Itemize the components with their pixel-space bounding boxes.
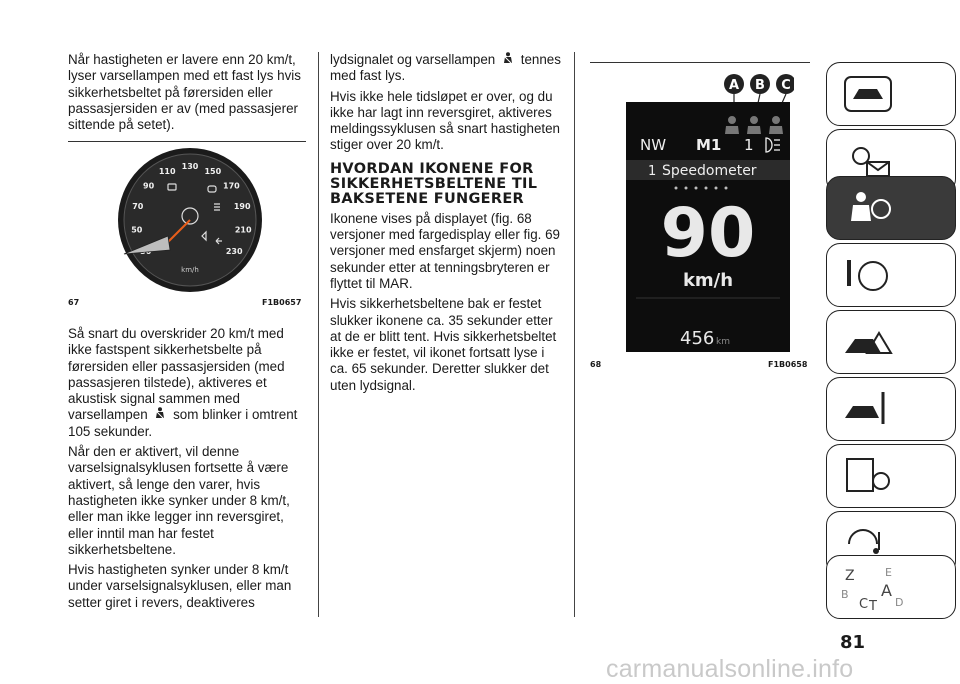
figure-top-rule — [590, 62, 810, 63]
svg-text:E: E — [885, 566, 892, 579]
gauge-tick-label: 150 — [204, 167, 222, 177]
tab-maintenance[interactable] — [826, 377, 956, 441]
seatbelt-warning-icon — [502, 52, 514, 66]
figure-number: 67 — [68, 298, 80, 307]
text-column-1 — [68, 52, 306, 137]
text-column-2 — [330, 52, 562, 398]
svg-text:Z: Z — [845, 568, 855, 584]
page-number: 81 — [840, 632, 866, 653]
maintenance-car-icon — [839, 384, 899, 434]
gauge-tick-label: 230 — [225, 247, 243, 256]
figure-code: F1B0657 — [262, 298, 302, 307]
figure-code: F1B0658 — [768, 360, 808, 369]
seatbelt-airbag-icon — [839, 183, 899, 233]
gauge-tick-label: 50 — [131, 225, 143, 235]
paragraph: Når hastigheten er lavere enn 20 km/t, lyser varsellampen med ett fast lys hvis sikkerhetsbeltet på førersiden eller passasjersiden er av (med passasjerer sittende på setet). — [68, 52, 301, 133]
gauge-tick-label: 110 — [158, 167, 176, 177]
cluster-display-figure — [622, 70, 794, 356]
seatbelt-warning-icon — [154, 407, 166, 421]
paragraph: Så snart du overskrider 20 km/t med ikke fastspent sikkerhetsbelte på førersiden eller passasjersiden (med passasjeren tilstede), aktiveres et akustisk signal sammen med varsellampen som blinker i omtrent 105 sekunder. — [68, 326, 298, 439]
paragraph: Når den er aktivert, vil denne varselsignalsyklusen fortsette å være aktivert, så lenge den varer, hvis hastigheten ikke synker under 8 km/t, eller man ikke legger inn reversgiret, eller inntil man har festet sikkerhetsbeltene. — [68, 444, 290, 557]
paragraph: Hvis sikkerhetsbeltene bak er festet slukker ikonene ca. 35 sekunder etter at de er blitt tent. Hvis sikkerhetsbeltet ikke er festet, vil ikonet fortsatt lyse i ca. 65 sekunder. Deretter slukker det uten lydsignal. — [330, 296, 557, 393]
svg-text:A: A — [881, 581, 892, 600]
display-heading: NW — [640, 136, 667, 154]
watermark: carmanualsonline.info — [606, 655, 854, 683]
callout-b: B — [755, 78, 765, 93]
odometer-unit: km — [716, 337, 730, 347]
svg-text:D: D — [895, 596, 904, 609]
emergency-crash-icon — [839, 317, 899, 367]
figure-top-rule — [68, 141, 306, 142]
gauge-tick-label: 70 — [132, 202, 144, 211]
gauge-unit-label: km/h — [181, 266, 199, 274]
paragraph: Ikonene vises på displayet (fig. 68 versjoner med fargedisplay eller fig. 69 versjoner med ensfarget skjerm) noen sekunder etter at tenningsbryteren er flyttet til MAR. — [330, 210, 560, 291]
gauge-tick-label: 210 — [234, 225, 252, 235]
paragraph: Hvis ikke hele tidsløpet er over, og du ikke har lagt inn reversgiret, aktiveres meldingssyklusen så snart hastigheten stiger over 20 km/t. — [330, 88, 561, 153]
figure-number: 68 — [590, 360, 602, 369]
index-icon — [839, 562, 949, 614]
svg-text:B: B — [841, 588, 849, 601]
car-dashboard-icon — [839, 69, 899, 119]
svg-text:C: C — [859, 597, 869, 612]
gauge-tick-label: 170 — [223, 181, 240, 191]
gauge-tick-label: 130 — [181, 162, 199, 171]
text-column-1-lower — [68, 326, 306, 615]
speedometer-figure — [110, 146, 270, 294]
callout-a: A — [728, 78, 740, 93]
speed-value: 90 — [660, 194, 756, 273]
gauge-tick-label: 190 — [233, 202, 251, 211]
column-divider — [574, 52, 575, 617]
steering-key-icon — [839, 250, 899, 300]
gauge-tick-label: 90 — [143, 181, 155, 191]
tab-safety[interactable] — [826, 176, 956, 240]
tab-emergency[interactable] — [826, 310, 956, 374]
svg-text:T: T — [869, 599, 877, 614]
display-mode: M1 — [696, 136, 722, 154]
section-heading: HVORDAN IKONENE FOR SIKKERHETSBELTENE TIL BAKSETENE FUNGERER — [330, 160, 538, 207]
menu-index: 1 — [648, 164, 657, 179]
menu-title: Speedometer — [662, 163, 757, 179]
tab-starting-driving[interactable] — [826, 243, 956, 307]
technical-data-icon — [839, 451, 899, 501]
column-divider — [318, 52, 319, 617]
odometer-value: 456 — [680, 328, 715, 349]
paragraph: lydsignalet og varsellampen tennes med fast lys. — [330, 52, 561, 84]
tab-index[interactable] — [826, 555, 956, 619]
paragraph: Hvis hastigheten synker under 8 km/t under varselsignalsyklusen, eller man setter giret i revers, deaktiveres — [68, 562, 292, 610]
tab-technical-data[interactable] — [826, 444, 956, 508]
callout-c: C — [781, 78, 791, 93]
speed-unit: km/h — [682, 270, 734, 291]
tab-dashboard[interactable] — [826, 62, 956, 126]
display-gear: 1 — [744, 136, 754, 154]
